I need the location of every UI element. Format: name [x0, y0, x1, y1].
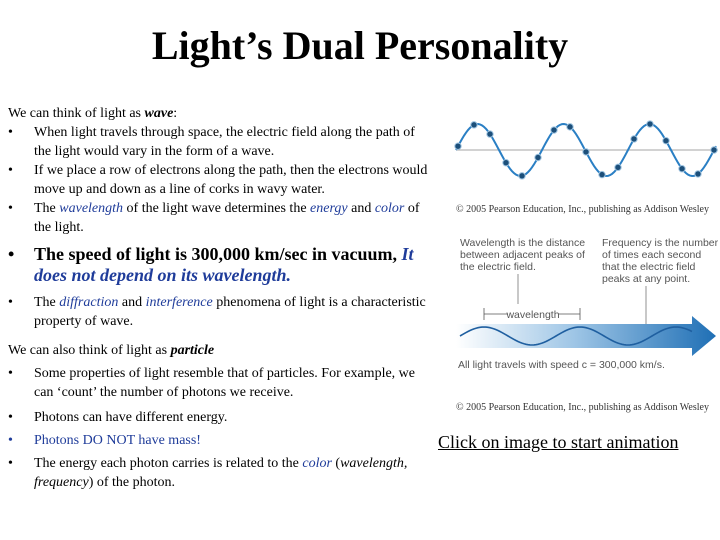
frequency-definition [602, 237, 719, 285]
bullet-text: When light travels through space, the electric field along the path of the light would vary in the form of a wave. [34, 125, 415, 159]
electron-dot [503, 160, 509, 166]
bullet-dot: • [8, 433, 13, 448]
text: and [347, 201, 375, 216]
bullet-no-mass [8, 431, 428, 450]
text: Frequency is the number [602, 237, 719, 249]
bullet-text: Some properties of light resemble that of particles. For example, we can ‘count’ the number of photons we receive. [34, 366, 416, 400]
term-wavelength: wavelength [59, 201, 124, 216]
bullet-count-photons [8, 364, 428, 402]
electron-dot [487, 131, 493, 137]
page-title: Light’s Dual Personality [151, 23, 569, 68]
wave-keyword: wave [144, 106, 174, 121]
wavelength-definition [460, 237, 585, 273]
bullet-photon-color [8, 454, 428, 492]
text: have mass! [134, 433, 201, 448]
term-wavelength-frequency: wavelength, frequency [34, 456, 408, 490]
bullet-diffraction [8, 293, 428, 331]
figure-copyright: © 2005 Pearson Education, Inc., publishing as Addison Wesley [456, 204, 709, 215]
bullet-wavelength [8, 199, 428, 237]
electron-dot [695, 171, 701, 177]
bullet-electrons [8, 161, 428, 199]
text: of the light. [34, 201, 420, 235]
text: of the light wave determines the [123, 201, 311, 216]
bullet-photon-energy [8, 408, 428, 427]
electron-dot [663, 138, 669, 144]
electron-dot [647, 121, 653, 127]
term-energy: energy [310, 201, 348, 216]
text-column [8, 104, 428, 492]
text: The [34, 201, 60, 216]
bullet-dot: • [8, 244, 15, 264]
electron-dot [631, 136, 637, 142]
bullet-dot: • [8, 366, 13, 381]
term-interference: interference [145, 295, 213, 310]
bullet-dot: • [8, 456, 13, 471]
bullet-speed [8, 244, 428, 286]
wavelength-diagram[interactable] [448, 232, 720, 416]
text: The energy each photon carries is related to the [34, 456, 303, 471]
bullet-dot: • [8, 125, 13, 140]
electron-dot [455, 143, 461, 149]
text: The [34, 295, 60, 310]
text: and [118, 295, 146, 310]
wave-electrons-figure[interactable] [448, 104, 720, 220]
text: between adjacent peaks of [460, 249, 585, 261]
text: the electric field. [460, 261, 536, 273]
wave-heading-prefix: We can think of light as [8, 106, 145, 121]
electron-dot [583, 149, 589, 155]
electron-dot [599, 171, 605, 177]
particle-keyword: particle [170, 343, 215, 358]
speed-emphasis: It does not depend on its wavelength. [34, 244, 414, 285]
text: ( [331, 456, 341, 471]
electron-dot [535, 154, 541, 160]
bullet-wave-field [8, 123, 428, 161]
electron-dot [471, 122, 477, 128]
no-mass-emphasis: DO NOT [82, 433, 135, 448]
term-color: color [302, 456, 332, 471]
text: Photons [34, 433, 83, 448]
electron-dot [567, 124, 573, 130]
particle-heading-prefix: We can also think of light as [8, 343, 171, 358]
term-color: color [374, 201, 405, 216]
text: peaks at any point. [602, 273, 691, 285]
text: phenomena of light is a characteristic property of wave. [34, 295, 426, 329]
electron-dot [551, 127, 557, 133]
figure-copyright: © 2005 Pearson Education, Inc., publishing as Addison Wesley [456, 402, 709, 413]
travel-arrow [456, 316, 716, 356]
bullet-dot: • [8, 410, 13, 425]
electron-dot [711, 147, 717, 153]
speed-of-light-text: All light travels with speed c = 300,000 km/s. [458, 359, 665, 371]
term-diffraction: diffraction [59, 295, 119, 310]
text: ) of the photon. [88, 475, 176, 490]
bullet-dot: • [8, 201, 13, 216]
text: of times each second [602, 249, 702, 261]
bullet-dot: • [8, 163, 13, 178]
particle-heading [8, 341, 428, 360]
wave-heading [8, 104, 428, 123]
electron-dot [679, 166, 685, 172]
electron-dot [615, 164, 621, 170]
bullet-text: Photons can have different energy. [34, 410, 228, 425]
electron-dot [519, 173, 525, 179]
start-animation-link[interactable]: Click on image to start animation [438, 432, 679, 452]
wavelength-label: wavelength [506, 309, 560, 321]
bullet-text: If we place a row of electrons along the path, then the electrons would move up and down as a line of corks in wavy water. [34, 163, 428, 197]
text: Wavelength is the distance [460, 237, 586, 249]
text: that the electric field [602, 261, 696, 273]
bullet-dot: • [8, 295, 13, 310]
speed-text: The speed of light is 300,000 km/sec in vacuum, [34, 244, 402, 264]
wave-heading-suffix: : [173, 106, 178, 121]
